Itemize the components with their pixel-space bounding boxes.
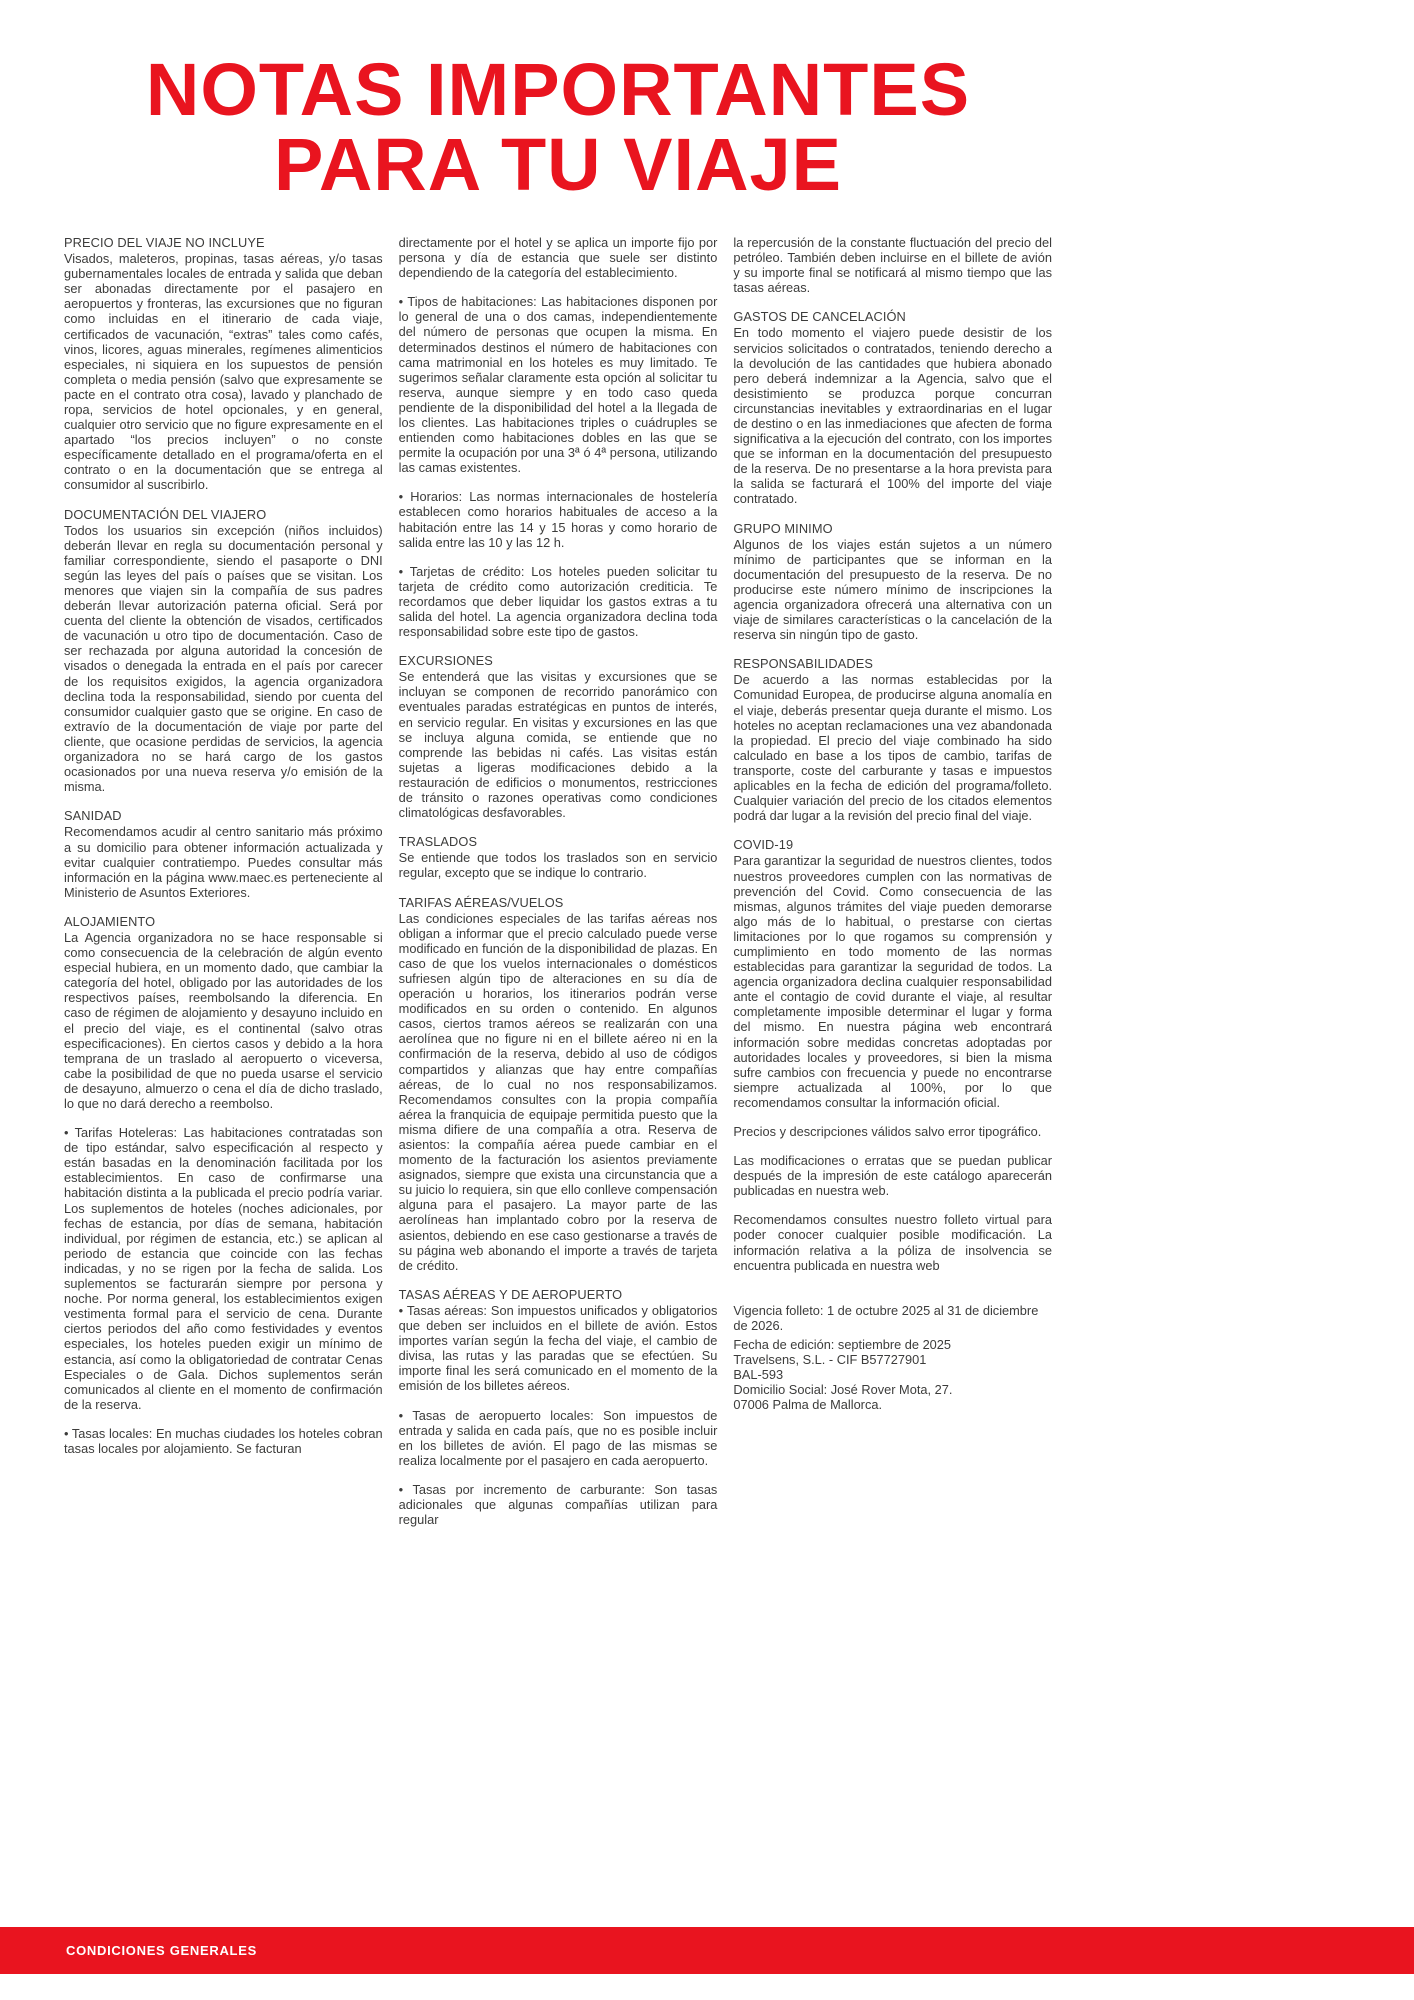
legal-bal: BAL-593 xyxy=(733,1367,784,1383)
section-heading: GRUPO MINIMO xyxy=(733,520,833,536)
legal-ciudad: 07006 Palma de Mallorca. xyxy=(733,1397,883,1413)
section-heading: TARIFAS AÉREAS/VUELOS xyxy=(398,894,564,910)
section-folleto-virtual xyxy=(733,1212,1052,1272)
paragraph: Recomendamos consultes nuestro folleto virtual para poder conocer cualquier posible modificación. La información relativa a la póliza de insolvencia se encuentra publicada en nuestra web xyxy=(733,1212,1053,1273)
paragraph-tasas-carburante: • Tasas por incremento de carburante: Son tasas adicionales que algunas compañías utilizan para regular xyxy=(398,1481,718,1528)
legal-domicilio: Domicilio Social: José Rover Mota, 27. xyxy=(733,1382,953,1398)
paragraph: Recomendamos acudir al centro sanitario más próximo a su domicilio para obtener información actualizada y evitar cualquier contratiempo. Puedes consultar más información en la página www.maec.es perteneciente al Ministerio de Asuntos Exteriores. xyxy=(64,824,383,900)
section-heading: GASTOS DE CANCELACIÓN xyxy=(733,309,906,325)
paragraph: Visados, maleteros, propinas, tasas aéreas, y/o tasas gubernamentales locales de entrada y salida que deban ser abonadas directamente por el pasajero en aeropuertos y fronteras, las excursiones que no figuran como incluidas en el itinerario de cada viaje, certificados de vacunación, “extras” tales como cafés, vinos, licores, aguas minerales, regímenes alimenticios especiales, ni siquiera en los supuestos de pensión completa o media pensión (salvo que expresamente se pacte en el contrato otra cosa), lavado y planchado de ropa, servicios de hotel opcionales, y en general, cualquier otro servicio que no figure expresamente en el apartado “los precios incluyen” o no conste específicamente detallado en el programa/oferta en el contrato o en la documentación que se entrega al consumidor al suscribirlo. xyxy=(64,251,383,493)
section-heading: TRASLADOS xyxy=(398,834,478,850)
section-sanidad xyxy=(64,808,383,900)
page-title xyxy=(64,0,1052,207)
paragraph-tipos-habitaciones: • Tipos de habitaciones: Las habitaciones disponen por lo general de una o dos camas, independientemente del número de personas que ocupen la misma. En determinados destinos el número de habitaciones con cama matrimonial en los hoteles es muy limitado. Te sugerimos señalar claramente esta opción al solicitar tu reserva, aunque siempre y en todo caso queda pendiente de la disponibilidad del hotel a la llegada de los clientes. Las habitaciones triples o cuádruples se entienden como habitaciones dobles en las que se permite la ocupación por una 3ª ó 4ª persona, utilizando las camas existentes. xyxy=(398,294,718,476)
paragraph: De acuerdo a las normas establecidas por la Comunidad Europea, de producirse alguna anomalía en el viaje, deberás presentar queja durante el mismo. Los hoteles no aceptan reclamaciones una vez abandonada la propiedad. El precio del viaje combinado ha sido calculado en base a los tipos de cambio, tarifas de transporte, coste del carburante y tasas e impuestos aplicables en la fecha de edición del programa/folleto. Cualquier variación del precio de los citados elementos podrá dar lugar a la revisión del precio final del viaje. xyxy=(733,672,1053,824)
section-traslados xyxy=(399,834,718,880)
section-heading: RESPONSABILIDADES xyxy=(733,656,874,672)
section-grupo-minimo xyxy=(733,521,1052,643)
title-line-1: NOTAS IMPORTANTES xyxy=(145,48,971,131)
legal-empresa-cif: Travelsens, S.L. - CIF B57727901 xyxy=(733,1352,927,1368)
paragraph-continuation: directamente por el hotel y se aplica un importe fijo por persona y día de estancia que suele ser distinto dependiendo de la categoría del establecimiento. xyxy=(398,234,718,281)
column-3 xyxy=(733,235,1052,1527)
paragraph-tasas-locales: • Tasas locales: En muchas ciudades los hoteles cobran tasas locales por alojamiento. Se facturan xyxy=(64,1425,383,1456)
section-tarifas-aereas-vuelos xyxy=(399,895,718,1273)
footer-label: CONDICIONES GENERALES xyxy=(66,1943,257,1958)
section-heading: SANIDAD xyxy=(64,808,122,824)
page-title-heading xyxy=(64,48,1052,207)
section-documentacion-viajero xyxy=(64,507,383,795)
section-hoteles-continuacion xyxy=(399,235,718,639)
footer-bar xyxy=(0,1927,1414,1974)
paragraph-tarjetas-credito: • Tarjetas de crédito: Los hoteles pueden solicitar tu tarjeta de crédito como autorización crediticia. Te recordamos que deber liquidar los gastos extras a tu salida del hotel. La agencia organizadora declina toda responsabilidad sobre este tipo de gastos. xyxy=(398,563,718,640)
paragraph-tarifas-hoteleras: • Tarifas Hoteleras: Las habitaciones contratadas son de tipo estándar, salvo especificación al respecto y están basadas en la denominación facilitada por los establecimientos. En caso de confirmarse una habitación distinta a la publicada el precio podría variar. Los suplementos de hoteles (noches adicionales, por fechas de estancia, por días de semana, habitación individual, por régimen de estancia, etc.) se aplican al periodo de estancia que coincide con las fechas indicadas, y no se rigen por la fecha de salida. Los suplementos se facturarán siempre por persona y noche. Por norma general, los establecimientos exigen vestimenta formal para el servicio de cena. Durante ciertos periodos del año como festividades y eventos especiales, los hoteles pueden exigir un mínimo de estancia, así como la obligatoriedad de contratar Cenas Especiales o de Gala. Dichos suplementos serán comunicados al cliente en el momento de confirmación de la reserva. xyxy=(64,1125,383,1412)
section-heading: TASAS AÉREAS Y DE AEROPUERTO xyxy=(398,1286,623,1302)
paragraph: Todos los usuarios sin excepción (niños incluidos) deberán llevar en regla su documentación personal y familiar correspondiente, siendo el pasaporte o DNI según las leyes del país o países que se visitan. Los menores que viajen sin la compañía de sus padres deberán llevar autorización paterna oficial. Será por cuenta del cliente la obtención de visados, certificados de vacunación u otro tipo de documentación. Caso de ser rechazada por alguna autoridad la concesión de visados o denegada la entrada en el país por carecer de los requisitos exigidos, la agencia organizadora declina toda la responsabilidad, siendo por cuenta del consumidor cualquier gasto que se origine. En caso de extravío de la documentación de viaje por parte del cliente, que ocasione perdidas de servicios, la agencia organizadora no se hará cargo de los gastos ocasionados por una nueva reserva y/o emisión de la misma. xyxy=(64,522,383,795)
section-heading: DOCUMENTACIÓN DEL VIAJERO xyxy=(64,506,267,522)
column-2 xyxy=(399,235,718,1527)
paragraph-horarios: • Horarios: Las normas internacionales de hostelería establecen como horarios habituales de acceso a la habitación entre las 14 y 15 horas y como horario de salida entre las 10 y las 12 h. xyxy=(398,489,718,550)
section-alojamiento xyxy=(64,914,383,1456)
paragraph-continuation: la repercusión de la constante fluctuación del precio del petróleo. También deben incluirse en el billete de avión y su importe final se notificará al mismo tiempo que las tasas aéreas. xyxy=(733,234,1053,296)
paragraph: Se entiende que todos los traslados son en servicio regular, excepto que se indique lo contrario. xyxy=(398,850,718,881)
section-gastos-cancelacion xyxy=(733,309,1052,506)
paragraph: Algunos de los viajes están sujetos a un número mínimo de participantes que se informan en la documentación del presupuesto de la reserva. De no producirse este número mínimo de inscripciones la agencia organizadora ofrecerá una alternativa con un viaje de similares características o la cancelación de la reserva sin ningún tipo de gasto. xyxy=(733,536,1053,643)
paragraph: Las condiciones especiales de las tarifas aéreas nos obligan a informar que el precio calculado puede verse modificado en función de la disponibilidad de plazas. En caso de que los vuelos internacionales o domésticos sufriesen algún tipo de alteraciones en su día de operación u horarios, los itinerarios podrán verse modificados en su orden o contenido. En algunos casos, ciertos tramos aéreos se realizarán con una aerolínea que no figure ni en el billete aéreo ni en la confirmación de la reserva, debido al uso de códigos compartidos y alianzas que hay entre compañías aéreas, de lo cual no nos responsabilizamos. Recomendamos consultes con la propia compañía aérea la franquicia de equipaje permitida puesto que la misma difiere de una compañía a otra. Reserva de asientos: la compañía aérea puede cambiar en el momento de la facturación los asientos previamente asignados, siempre que exista una circunstancia que a su juicio lo requiera, sin que ello conlleve compensación alguna para el pasajero. La mayor parte de las aerolíneas han implantado cobro por la reserva de asientos, debiendo en ese caso gestionarse a través de su página web abonando el importe a través de tarjeta de crédito. xyxy=(398,910,718,1273)
section-excursiones xyxy=(399,653,718,820)
legal-fecha-edicion: Fecha de edición: septiembre de 2025 xyxy=(733,1336,952,1352)
paragraph: La Agencia organizadora no se hace responsable si como consecuencia de la celebración de algún evento especial hubiera, en un momento dado, que cambiar la categoría del hotel, obligado por las autoridades de los respectivos países, reembolsando la diferencia. En caso de régimen de alojamiento y desayuno incluido en el precio del viaje, es el continental (salvo otras especificaciones). En ciertos casos y debido a la hora temprana de un traslado al aeropuerto o viceversa, cabe la posibilidad de que no pueda usarse el servicio de desayuno, almuerzo o cena el día de dicho traslado, lo que no dará derecho a reembolso. xyxy=(64,929,383,1111)
section-heading: EXCURSIONES xyxy=(398,653,493,669)
section-datos-legales xyxy=(733,1303,1052,1413)
section-tasas-aereas-aeropuerto xyxy=(399,1287,718,1527)
section-carburante-continuacion xyxy=(733,235,1052,295)
paragraph-tasas-aereas: • Tasas aéreas: Son impuestos unificados y obligatorios que deben ser incluidos en el billete de avión. Estos importes varían según la fecha del viaje, el cambio de divisa, las rutas y las paradas que se efectúen. Su importe final les será comunicado en el momento de la emisión de los billetes aéreos. xyxy=(398,1302,718,1394)
section-responsabilidades xyxy=(733,656,1052,823)
title-line-2: PARA TU VIAJE xyxy=(273,123,843,207)
section-covid-19 xyxy=(733,837,1052,1110)
section-heading: PRECIO DEL VIAJE NO INCLUYE xyxy=(64,234,265,250)
section-heading: COVID-19 xyxy=(733,837,794,853)
column-1 xyxy=(64,235,383,1527)
section-precio-no-incluye xyxy=(64,235,383,493)
section-erratas xyxy=(733,1124,1052,1198)
paragraph: Para garantizar la seguridad de nuestros clientes, todos nuestros proveedores cumplen con las normativas de prevención del Covid. Como consecuencia de las mismas, algunos trámites del viaje pueden demorarse algo más de lo habitual, o prestarse con ciertas limitaciones por lo que rogamos su comprensión y cumplimiento en todo momento de las normas establecidas para garantizar la seguridad de todos. La agencia organizadora declina cualquier responsabilidad ante el contagio de covid durante el viaje, al resultar completamente imposible determinar el lugar y forma del mismo. En nuestra página web encontrará información sobre medidas concretas adoptadas por autoridades locales y proveedores, si bien la misma sufre cambios con frecuencia y puede no encontrarse siempre actualizada al 100%, por lo que recomendamos consultar la información oficial. xyxy=(733,853,1053,1110)
paragraph-modificaciones: Las modificaciones o erratas que se puedan publicar después de la impresión de este catálogo aparecerán publicadas en nuestra web. xyxy=(733,1153,1053,1199)
section-heading: ALOJAMIENTO xyxy=(64,913,156,929)
paragraph-precios-validos: Precios y descripciones válidos salvo error tipográfico. xyxy=(733,1124,1042,1139)
paragraph: En todo momento el viajero puede desistir de los servicios solicitados o contratados, teniendo derecho a la devolución de las cantidades que hubiera abonado pero deberá indemnizar a la Agencia, salvo que el desistimiento se produzca porque concurran circunstancias inevitables y extraordinarias en el lugar de destino o en las inmediaciones que afecten de forma significativa a la ejecución del contrato, con los importes que se informan en la documentación del presupuesto de la reserva. De no presentarse a la hora prevista para la salida se facturará el 100% del importe del viaje contratado. xyxy=(733,325,1053,507)
content-columns xyxy=(64,235,1052,1527)
legal-vigencia: Vigencia folleto: 1 de octubre 2025 al 31 de diciembre de 2026. xyxy=(733,1302,1039,1333)
paragraph: Se entenderá que las visitas y excursiones que se incluyan se componen de recorrido panorámico con eventuales paradas estratégicas en puntos de interés, en servicio regular. En visitas y excursiones en las que se incluya alguna comida, se entiende que no comprende las bebidas ni cafés. Las visitas están sujetas a ligeras modificaciones debido a la restauración de edificios o monumentos, restricciones de tránsito o razones operativas como condiciones climatológicas desfavorables. xyxy=(398,669,718,821)
paragraph-tasas-aeropuerto-locales: • Tasas de aeropuerto locales: Son impuestos de entrada y salida en cada país, que no es posible incluir en los billetes de avión. El pago de las mismas se realiza localmente por el pasajero en cada aeropuerto. xyxy=(398,1407,718,1468)
